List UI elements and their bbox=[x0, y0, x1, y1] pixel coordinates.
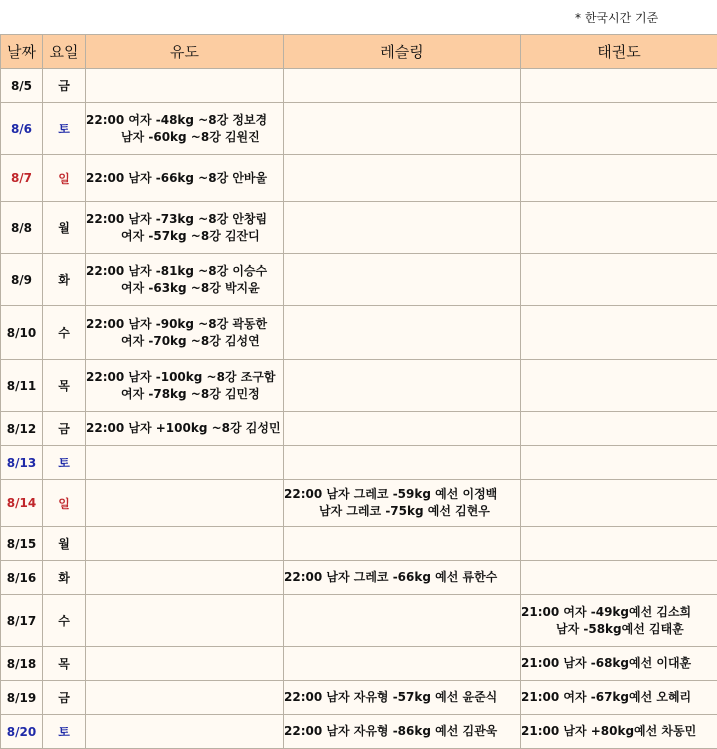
weekday-cell: 목 bbox=[43, 647, 86, 681]
table-row bbox=[1, 306, 717, 360]
wrestling-cell bbox=[284, 412, 521, 446]
table-row bbox=[1, 254, 717, 306]
wrestling-event-line: 22:00 남자 자유형 -57kg 예선 윤준식 bbox=[284, 689, 520, 706]
wrestling-cell bbox=[284, 360, 521, 412]
judo-cell bbox=[86, 647, 284, 681]
judo-cell bbox=[86, 360, 284, 412]
taekwondo-event-line: 남자 -58kg예선 김태훈 bbox=[521, 621, 717, 638]
date-cell: 8/11 bbox=[1, 360, 43, 412]
schedule-table bbox=[0, 34, 717, 749]
header-wrestling: 레슬링 bbox=[284, 35, 521, 69]
table-row bbox=[1, 446, 717, 480]
judo-event-line: 22:00 남자 +100kg ~8강 김성민 bbox=[86, 420, 283, 437]
wrestling-cell bbox=[284, 681, 521, 715]
table-row bbox=[1, 561, 717, 595]
date-cell: 8/7 bbox=[1, 155, 43, 202]
wrestling-cell bbox=[284, 254, 521, 306]
taekwondo-event-line: 21:00 남자 -68kg예선 이대훈 bbox=[521, 655, 717, 672]
judo-event-line: 여자 -63kg ~8강 박지윤 bbox=[86, 280, 283, 297]
taekwondo-cell bbox=[521, 446, 717, 480]
weekday-cell: 목 bbox=[43, 360, 86, 412]
taekwondo-cell bbox=[521, 527, 717, 561]
taekwondo-event-line: 21:00 여자 -67kg예선 오혜리 bbox=[521, 689, 717, 706]
wrestling-cell bbox=[284, 715, 521, 749]
schedule-body bbox=[1, 69, 717, 749]
wrestling-event-line: 남자 그레코 -75kg 예선 김현우 bbox=[284, 503, 520, 520]
wrestling-cell bbox=[284, 155, 521, 202]
table-row bbox=[1, 480, 717, 527]
judo-cell bbox=[86, 681, 284, 715]
judo-cell bbox=[86, 561, 284, 595]
wrestling-cell bbox=[284, 527, 521, 561]
date-cell: 8/6 bbox=[1, 103, 43, 155]
table-row bbox=[1, 202, 717, 254]
table-row bbox=[1, 715, 717, 749]
taekwondo-cell bbox=[521, 306, 717, 360]
date-cell: 8/8 bbox=[1, 202, 43, 254]
taekwondo-cell bbox=[521, 647, 717, 681]
weekday-cell: 월 bbox=[43, 202, 86, 254]
header-date: 날짜 bbox=[1, 35, 43, 69]
judo-cell bbox=[86, 595, 284, 647]
weekday-cell: 금 bbox=[43, 412, 86, 446]
date-cell: 8/5 bbox=[1, 69, 43, 103]
table-row bbox=[1, 681, 717, 715]
taekwondo-cell bbox=[521, 480, 717, 527]
table-row bbox=[1, 155, 717, 202]
taekwondo-cell bbox=[521, 412, 717, 446]
date-cell: 8/16 bbox=[1, 561, 43, 595]
weekday-cell: 토 bbox=[43, 103, 86, 155]
taekwondo-cell bbox=[521, 681, 717, 715]
header-taekwondo: 태권도 bbox=[521, 35, 717, 69]
judo-cell bbox=[86, 202, 284, 254]
date-cell: 8/15 bbox=[1, 527, 43, 561]
wrestling-event-line: 22:00 남자 그레코 -59kg 예선 이정백 bbox=[284, 486, 520, 503]
date-cell: 8/12 bbox=[1, 412, 43, 446]
taekwondo-event-line: 21:00 여자 -49kg예선 김소희 bbox=[521, 604, 717, 621]
judo-event-line: 남자 -60kg ~8강 김원진 bbox=[86, 129, 283, 146]
taekwondo-cell bbox=[521, 595, 717, 647]
weekday-cell: 토 bbox=[43, 715, 86, 749]
wrestling-cell bbox=[284, 647, 521, 681]
date-cell: 8/14 bbox=[1, 480, 43, 527]
judo-event-line: 22:00 남자 -73kg ~8강 안창림 bbox=[86, 211, 283, 228]
wrestling-cell bbox=[284, 480, 521, 527]
judo-event-line: 여자 -57kg ~8강 김잔디 bbox=[86, 228, 283, 245]
taekwondo-cell bbox=[521, 202, 717, 254]
table-row bbox=[1, 103, 717, 155]
judo-event-line: 22:00 남자 -90kg ~8강 곽동한 bbox=[86, 316, 283, 333]
wrestling-cell bbox=[284, 69, 521, 103]
taekwondo-cell bbox=[521, 360, 717, 412]
weekday-cell: 금 bbox=[43, 681, 86, 715]
judo-event-line: 22:00 여자 -48kg ~8강 정보경 bbox=[86, 112, 283, 129]
weekday-cell: 화 bbox=[43, 254, 86, 306]
date-cell: 8/17 bbox=[1, 595, 43, 647]
taekwondo-cell bbox=[521, 715, 717, 749]
wrestling-cell bbox=[284, 103, 521, 155]
header-day: 요일 bbox=[43, 35, 86, 69]
wrestling-cell bbox=[284, 306, 521, 360]
table-row bbox=[1, 69, 717, 103]
judo-cell bbox=[86, 527, 284, 561]
judo-cell bbox=[86, 715, 284, 749]
judo-event-line: 여자 -78kg ~8강 김민정 bbox=[86, 386, 283, 403]
judo-event-line: 22:00 남자 -100kg ~8강 조구함 bbox=[86, 369, 283, 386]
date-cell: 8/10 bbox=[1, 306, 43, 360]
table-row bbox=[1, 595, 717, 647]
judo-cell bbox=[86, 254, 284, 306]
weekday-cell: 금 bbox=[43, 69, 86, 103]
judo-event-line: 22:00 남자 -66kg ~8강 안바울 bbox=[86, 170, 283, 187]
table-row bbox=[1, 647, 717, 681]
judo-cell bbox=[86, 446, 284, 480]
weekday-cell: 수 bbox=[43, 595, 86, 647]
judo-cell bbox=[86, 155, 284, 202]
judo-cell bbox=[86, 412, 284, 446]
taekwondo-event-line: 21:00 남자 +80kg예선 차동민 bbox=[521, 723, 717, 740]
table-row bbox=[1, 360, 717, 412]
wrestling-cell bbox=[284, 202, 521, 254]
taekwondo-cell bbox=[521, 103, 717, 155]
weekday-cell: 월 bbox=[43, 527, 86, 561]
header-judo: 유도 bbox=[86, 35, 284, 69]
date-cell: 8/13 bbox=[1, 446, 43, 480]
table-row bbox=[1, 412, 717, 446]
date-cell: 8/18 bbox=[1, 647, 43, 681]
weekday-cell: 일 bbox=[43, 480, 86, 527]
taekwondo-cell bbox=[521, 69, 717, 103]
wrestling-event-line: 22:00 남자 그레코 -66kg 예선 류한수 bbox=[284, 569, 520, 586]
date-cell: 8/19 bbox=[1, 681, 43, 715]
date-cell: 8/20 bbox=[1, 715, 43, 749]
weekday-cell: 화 bbox=[43, 561, 86, 595]
taekwondo-cell bbox=[521, 155, 717, 202]
judo-cell bbox=[86, 480, 284, 527]
weekday-cell: 일 bbox=[43, 155, 86, 202]
judo-event-line: 22:00 남자 -81kg ~8강 이승수 bbox=[86, 263, 283, 280]
wrestling-cell bbox=[284, 595, 521, 647]
table-row bbox=[1, 527, 717, 561]
judo-event-line: 여자 -70kg ~8강 김성연 bbox=[86, 333, 283, 350]
date-cell: 8/9 bbox=[1, 254, 43, 306]
judo-cell bbox=[86, 103, 284, 155]
judo-cell bbox=[86, 306, 284, 360]
timezone-note: * 한국시간 기준 bbox=[575, 9, 658, 26]
taekwondo-cell bbox=[521, 561, 717, 595]
weekday-cell: 수 bbox=[43, 306, 86, 360]
wrestling-event-line: 22:00 남자 자유형 -86kg 예선 김관욱 bbox=[284, 723, 520, 740]
wrestling-cell bbox=[284, 446, 521, 480]
taekwondo-cell bbox=[521, 254, 717, 306]
wrestling-cell bbox=[284, 561, 521, 595]
header-row bbox=[1, 35, 717, 69]
judo-cell bbox=[86, 69, 284, 103]
weekday-cell: 토 bbox=[43, 446, 86, 480]
